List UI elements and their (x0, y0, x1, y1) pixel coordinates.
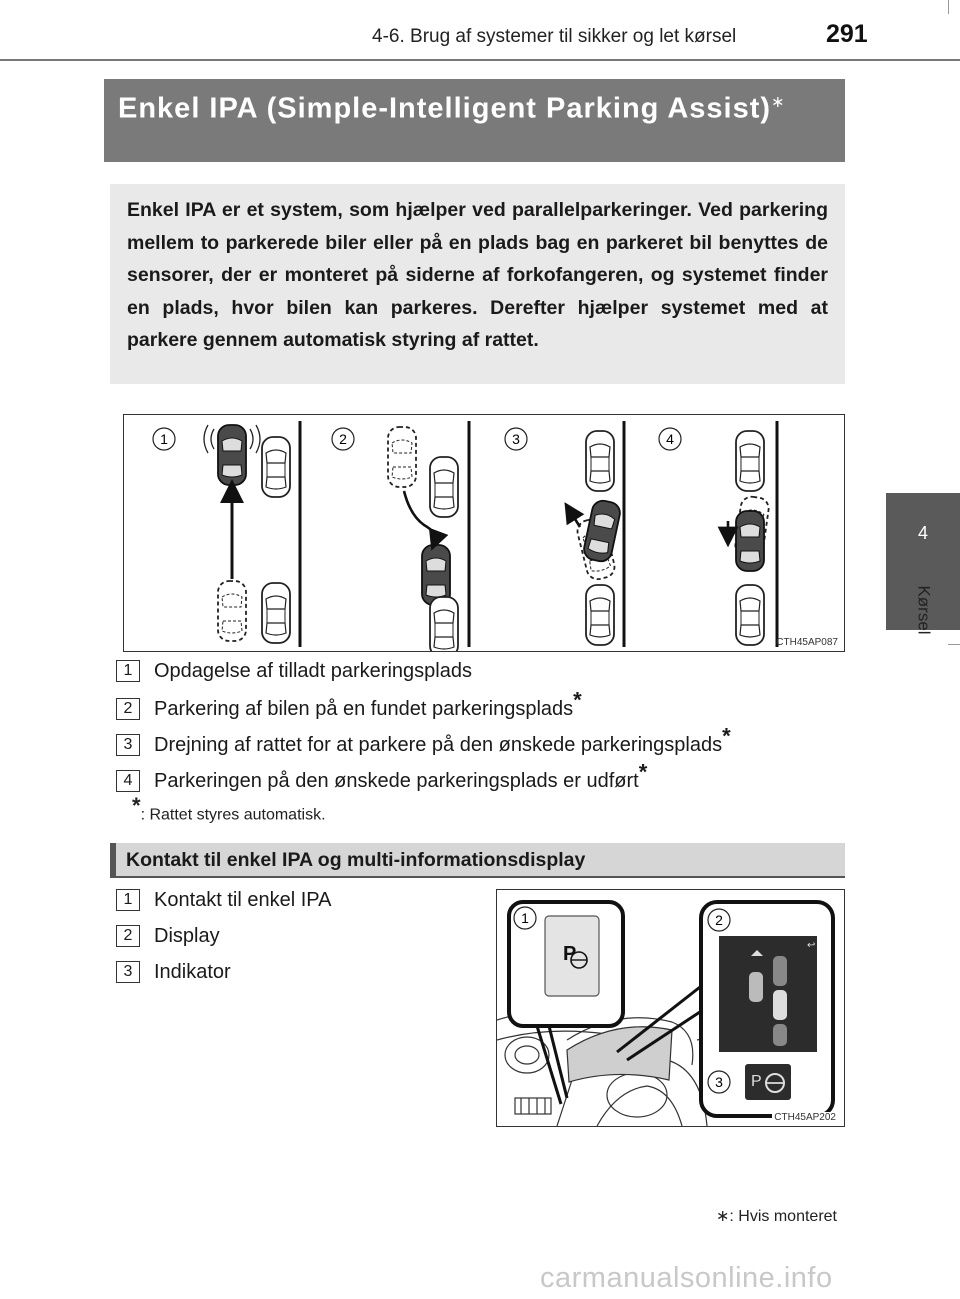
asterisk-marker: * (722, 723, 731, 749)
step-badge-4 (659, 428, 681, 450)
callout-badge-1-label: 1 (521, 910, 529, 926)
crop-mark (948, 644, 960, 645)
figure-code: CTH45AP087 (776, 637, 838, 648)
callout-badge-1 (514, 907, 536, 929)
item-text: Indikator (154, 961, 231, 983)
header-rule (0, 59, 960, 61)
parking-sequence-illustration (124, 415, 844, 651)
step-text: Parkering af bilen på en fundet parkeringsplads (154, 698, 574, 720)
list-item (116, 660, 472, 683)
step-badge-1 (153, 428, 175, 450)
running-header: 4-6. Brug af systemer til sikker og let kørsel (372, 26, 737, 47)
step-number-badge: 1 (116, 660, 140, 682)
step-number-badge: 2 (116, 698, 140, 720)
asterisk-marker: * (638, 759, 648, 785)
step-text: Parkeringen på den ønskede parkeringsplads er udført (154, 770, 639, 792)
step-text: Opdagelse af tilladt parkeringsplads (154, 660, 472, 682)
footnote (132, 793, 326, 824)
callout-badge-2 (708, 909, 730, 931)
step-number-badge: 3 (116, 734, 140, 756)
return-icon: ↩ (807, 940, 816, 951)
item-text: Display (154, 925, 220, 947)
list-item (116, 687, 582, 721)
list-item (116, 723, 731, 757)
crop-mark (948, 0, 949, 14)
step-number-badge: 4 (116, 770, 140, 792)
item-number-badge: 2 (116, 925, 140, 947)
ipa-switch-glyph: P (563, 943, 577, 965)
chapter-label (890, 585, 958, 635)
callout-badge-3 (708, 1071, 730, 1093)
step-text: Drejning af rattet for at parkere på den ønskede parkeringsplads (154, 734, 723, 756)
item-number-badge: 3 (116, 961, 140, 983)
asterisk-marker: * (573, 687, 582, 713)
step-badge-2-label: 2 (339, 431, 347, 447)
chapter-number: 4 (917, 523, 928, 543)
list-item (116, 889, 332, 912)
watermark: carmanualsonline.info (540, 1262, 833, 1294)
callout-badge-2-label: 2 (715, 912, 723, 928)
step-badge-2 (332, 428, 354, 450)
chapter-label-text: Kørsel (915, 585, 934, 635)
svg-text:P: P (751, 1073, 762, 1090)
list-item (116, 961, 231, 984)
parking-sequence-figure (123, 414, 845, 652)
dashboard-illustration (497, 890, 844, 1126)
intro-box: Enkel IPA er et system, som hjælper ved parallelparkeringer. Ved parkering mellem to parkerede biler eller på en plads bag en parkeret bil benyttes de sensorer, der er monteret på siderne af forkofangeren, og systemet finder en plads, hvor bilen kan parkeres. Derefter hjælper systemet med at parkere gennem automatisk styring af rattet. (110, 184, 845, 384)
page-number: 291 (826, 20, 868, 48)
list-item (116, 925, 220, 948)
step-badge-3 (505, 428, 527, 450)
figure-code: CTH45AP202 (774, 1112, 836, 1123)
step-badge-4-label: 4 (666, 431, 674, 447)
item-text: Kontakt til enkel IPA (154, 889, 332, 911)
availability-note (716, 1206, 837, 1226)
page-title-text: Enkel IPA (Simple-Intelligent Parking Assist) (118, 92, 772, 125)
note-text: : Hvis monteret (729, 1208, 837, 1225)
step-badge-1-label: 1 (160, 431, 168, 447)
item-number-badge: 1 (116, 889, 140, 911)
section-heading: Kontakt til enkel IPA og multi-informationsdisplay (110, 843, 845, 878)
page-title (104, 79, 845, 162)
footnote-star: * (132, 793, 141, 818)
list-item (116, 759, 648, 793)
step-badge-3-label: 3 (512, 431, 520, 447)
note-star: ∗ (716, 1208, 730, 1225)
footnote-text: : Rattet styres automatisk. (140, 806, 326, 824)
dashboard-figure (496, 889, 845, 1127)
callout-badge-3-label: 3 (715, 1074, 723, 1090)
title-marker: ∗ (771, 94, 786, 111)
